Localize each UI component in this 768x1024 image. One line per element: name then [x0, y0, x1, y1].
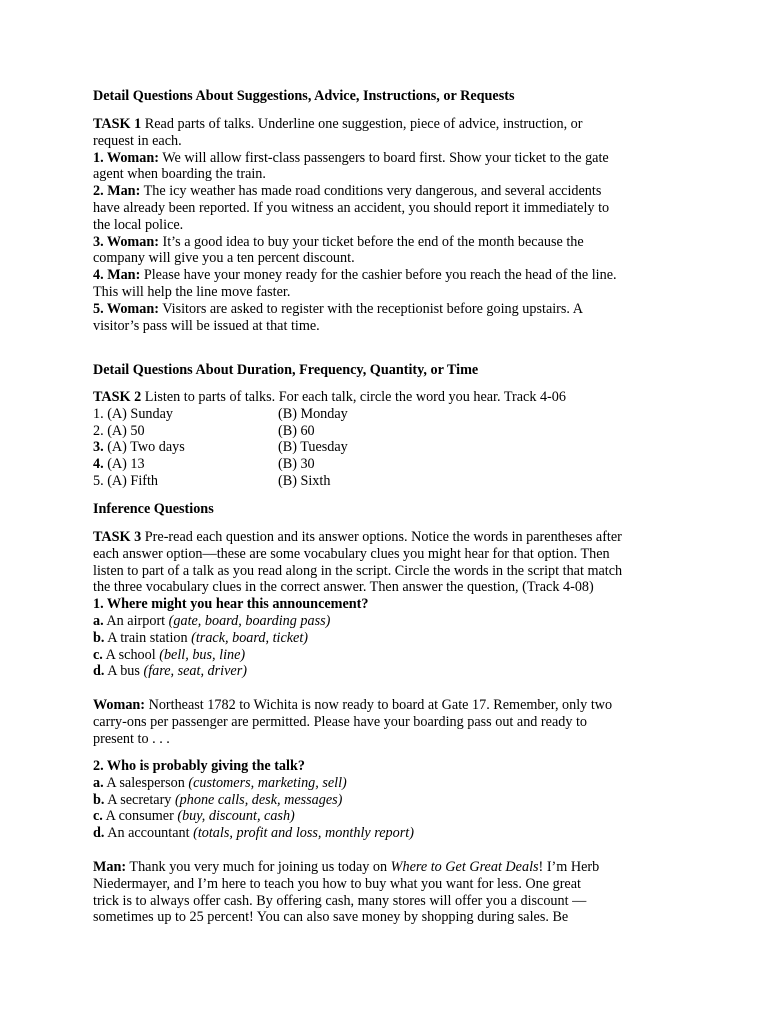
- question-1: 1. Where might you hear this announcement?: [93, 596, 369, 613]
- vocabulary-clue: (totals, profit and loss, monthly report): [193, 825, 414, 842]
- section1-heading: Detail Questions About Suggestions, Advice, Instructions, or Requests: [93, 88, 515, 104]
- answer-option: b. A train station (track, board, ticket): [93, 629, 309, 646]
- vocabulary-clue: (customers, marketing, sell): [188, 774, 347, 791]
- task3-block: [93, 529, 693, 680]
- task1-label: TASK 1: [93, 116, 142, 132]
- option-b: (B) 30: [278, 456, 315, 473]
- option-a: (A) Fifth: [107, 472, 159, 489]
- item-speaker: 5. Woman:: [93, 300, 159, 317]
- option-a: (A) Sunday: [107, 405, 173, 422]
- item-text: company will give you a ten percent discount.: [93, 250, 355, 267]
- option-a: (A) 13: [107, 456, 145, 473]
- item-text: It’s a good idea to buy your ticket before the end of the month because the: [158, 233, 584, 250]
- section2-heading: Detail Questions About Duration, Frequency, Quantity, or Time: [93, 362, 479, 378]
- answer-option: d. A bus (fare, seat, driver): [93, 663, 247, 680]
- item-text: We will allow first-class passengers to board first. Show your ticket to the gate: [158, 149, 609, 166]
- answer-option: d. An accountant (totals, profit and loss, monthly report): [93, 825, 414, 842]
- row-number: 2.: [93, 422, 108, 439]
- answer-option: c. A consumer (buy, discount, cash): [93, 808, 295, 825]
- vocabulary-clue: (buy, discount, cash): [177, 808, 295, 825]
- answer-option: c. A school (bell, bus, line): [93, 646, 246, 663]
- option-b: (B) Monday: [278, 405, 348, 422]
- row-number: 5.: [93, 472, 108, 489]
- speaker-label: Man:: [93, 859, 127, 875]
- item-text: the local police.: [93, 216, 184, 233]
- item-text: Visitors are asked to register with the receptionist before going upstairs. A: [158, 300, 583, 317]
- item-text: visitor’s pass will be issued at that time.: [93, 317, 320, 334]
- vocabulary-clue: (gate, board, boarding pass): [168, 612, 331, 629]
- option-row: [93, 456, 693, 473]
- row-number: 4.: [93, 456, 108, 473]
- item-text: This will help the line move faster.: [93, 283, 291, 300]
- item-speaker: 3. Woman:: [93, 233, 159, 250]
- answer-option: b. A secretary (phone calls, desk, messages): [93, 791, 343, 808]
- task3-label: TASK 3: [93, 529, 142, 545]
- row-number: 1.: [93, 405, 108, 422]
- task3-text: Pre-read each question and its answer options. Notice the words in parentheses after: [141, 529, 622, 545]
- answer-option: a. A salesperson (customers, marketing, sell): [93, 774, 347, 791]
- task2-label: TASK 2: [93, 389, 142, 405]
- row-number: 3.: [93, 439, 108, 456]
- vocabulary-clue: (bell, bus, line): [159, 646, 246, 663]
- option-row: [93, 439, 693, 456]
- option-b: (B) 60: [278, 422, 315, 439]
- show-title: Where to Get Great Deals: [390, 859, 539, 875]
- task1-text: Read parts of talks. Underline one suggestion, piece of advice, instruction, or: [141, 116, 583, 132]
- item-text: have already been reported. If you witness an accident, you should report it immediately to: [93, 199, 610, 216]
- script-1: Woman: Northeast 1782 to Wichita is now ready to board at Gate 17. Remember, only two carry-ons per passenger are permitted. Please have your boarding pass out and ready to present to . . .: [93, 697, 613, 747]
- section3-heading: Inference Questions: [93, 501, 214, 517]
- option-row: [93, 423, 693, 440]
- vocabulary-clue: (track, board, ticket): [191, 629, 309, 646]
- item-text: agent when boarding the train.: [93, 166, 266, 183]
- question-2: 2. Who is probably giving the talk?: [93, 758, 305, 774]
- task3-text: the three vocabulary clues in the correct answer. Then answer the question, (Track 4-08): [93, 579, 594, 596]
- option-row: [93, 406, 693, 423]
- task3-text: each answer option—these are some vocabulary clues you might hear for that option. Then: [93, 545, 610, 562]
- answer-option: a. An airport (gate, board, boarding pass): [93, 612, 331, 629]
- task1-block: [93, 116, 693, 334]
- script-2: Man: Thank you very much for joining us today on Where to Get Great Deals! I’m Herb Niedermayer, and I’m here to teach you how to buy what you want for less. One great trick is to always offer cash. By offering cash, many stores will offer you a discount — sometimes up to 25 percent! You can also save money by shopping during sales. Be: [93, 859, 600, 926]
- task2-text: Listen to parts of talks. For each talk, circle the word you hear. Track 4-06: [141, 389, 566, 405]
- option-b: (B) Sixth: [278, 472, 331, 489]
- task2-block: [93, 389, 693, 490]
- question-2-block: [93, 758, 693, 842]
- speaker-label: Woman:: [93, 697, 146, 713]
- item-speaker: 2. Man:: [93, 183, 141, 200]
- option-a: (A) Two days: [107, 439, 185, 456]
- option-row: [93, 473, 693, 490]
- vocabulary-clue: (phone calls, desk, messages): [174, 791, 343, 808]
- item-text: The icy weather has made road conditions very dangerous, and several accidents: [140, 183, 602, 200]
- item-text: Please have your money ready for the cashier before you reach the head of the line.: [140, 267, 617, 284]
- item-speaker: 4. Man:: [93, 267, 141, 284]
- option-a: (A) 50: [107, 422, 145, 439]
- vocabulary-clue: (fare, seat, driver): [143, 663, 247, 680]
- item-speaker: 1. Woman:: [93, 149, 159, 166]
- option-b: (B) Tuesday: [278, 439, 348, 456]
- task1-text-cont: request in each.: [93, 132, 182, 149]
- task3-text: listen to part of a talk as you read along in the script. Circle the words in the script that match: [93, 562, 623, 579]
